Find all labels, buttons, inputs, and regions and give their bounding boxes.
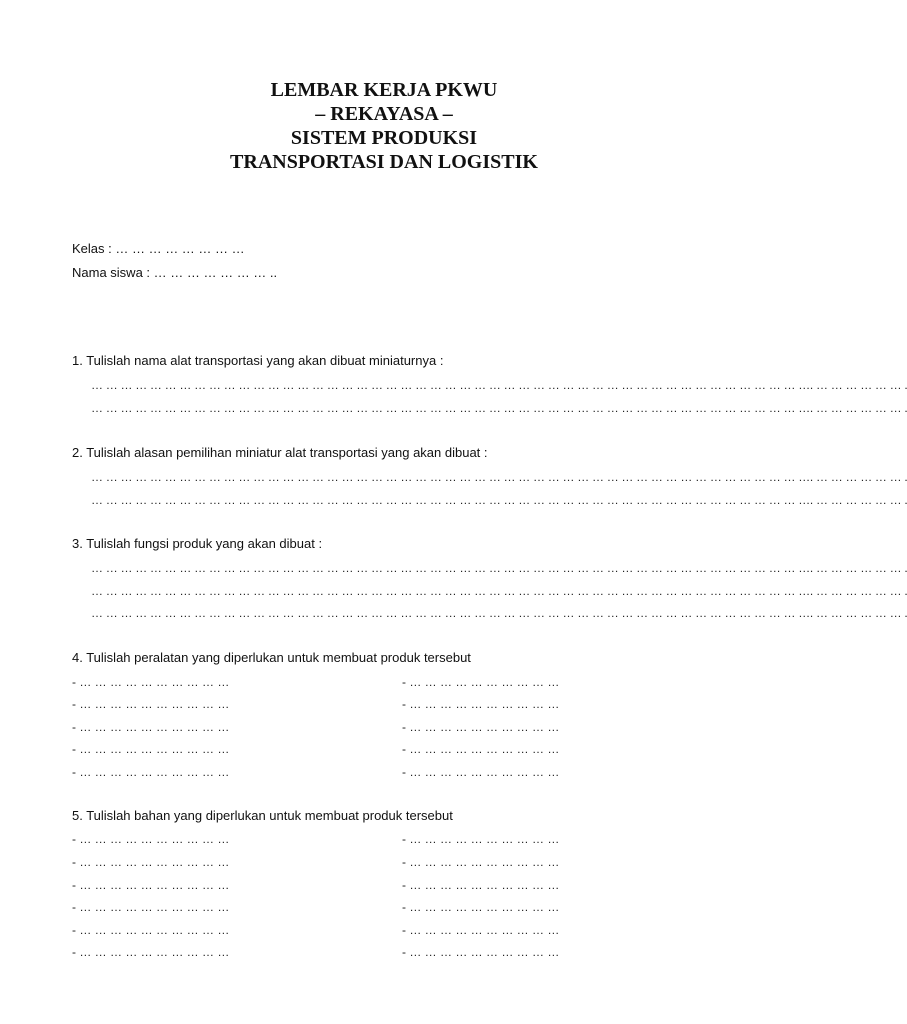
answer-line: … … … … … … … … … … … … … … … … … … … … … … … … … … … … … … … … … … … … … … … … … … … … … … … … …. … … … … … … . — [91, 378, 907, 392]
answer-line: … … … … … … … … … … … … … … … … … … … … … … … … … … … … … … … … … … … … … … … … … … … … … … … … …. … … … … … … . — [91, 561, 907, 575]
list-item: - … … … … … … … … … … — [72, 697, 230, 711]
page-title — [0, 78, 768, 174]
kelas-field: Kelas : … … … … … … … … — [72, 241, 245, 256]
list-item: - … … … … … … … … … … — [72, 720, 230, 734]
list-item: - … … … … … … … … … … — [402, 900, 560, 914]
list-item: - … … … … … … … … … … — [402, 675, 560, 689]
list-item: - … … … … … … … … … … — [402, 855, 560, 869]
question-1: 1. Tulislah nama alat transportasi yang akan dibuat miniaturnya : — [72, 353, 444, 368]
answer-line: … … … … … … … … … … … … … … … … … … … … … … … … … … … … … … … … … … … … … … … … … … … … … … … … …. … … … … … … . — [91, 401, 907, 415]
list-item: - … … … … … … … … … … — [402, 923, 560, 937]
list-item: - … … … … … … … … … … — [402, 720, 560, 734]
nama-siswa-field: Nama siswa : … … … … … … … .. — [72, 265, 278, 280]
question-4: 4. Tulislah peralatan yang diperlukan untuk membuat produk tersebut — [72, 650, 471, 665]
list-item: - … … … … … … … … … … — [402, 945, 560, 959]
answer-line: … … … … … … … … … … … … … … … … … … … … … … … … … … … … … … … … … … … … … … … … … … … … … … … … …. … … … … … … . — [91, 493, 907, 507]
list-item: - … … … … … … … … … … — [72, 855, 230, 869]
list-item: - … … … … … … … … … … — [72, 832, 230, 846]
list-item: - … … … … … … … … … … — [402, 765, 560, 779]
list-item: - … … … … … … … … … … — [72, 945, 230, 959]
list-item: - … … … … … … … … … … — [72, 923, 230, 937]
list-item: - … … … … … … … … … … — [72, 878, 230, 892]
title-line-2: – REKAYASA – — [315, 103, 453, 125]
answer-line: … … … … … … … … … … … … … … … … … … … … … … … … … … … … … … … … … … … … … … … … … … … … … … … … …. … … … … … … . — [91, 606, 907, 620]
list-item: - … … … … … … … … … … — [402, 742, 560, 756]
list-item: - … … … … … … … … … … — [72, 765, 230, 779]
list-item: - … … … … … … … … … … — [72, 675, 230, 689]
answer-line: … … … … … … … … … … … … … … … … … … … … … … … … … … … … … … … … … … … … … … … … … … … … … … … … …. … … … … … … . — [91, 470, 907, 484]
question-2: 2. Tulislah alasan pemilihan miniatur alat transportasi yang akan dibuat : — [72, 445, 488, 460]
title-line-4: TRANSPORTASI DAN LOGISTIK — [230, 151, 538, 173]
question-3: 3. Tulislah fungsi produk yang akan dibuat : — [72, 536, 323, 551]
question-5: 5. Tulislah bahan yang diperlukan untuk membuat produk tersebut — [72, 808, 453, 823]
title-line-3: SISTEM PRODUKSI — [290, 127, 478, 149]
list-item: - … … … … … … … … … … — [72, 900, 230, 914]
title-line-1: LEMBAR KERJA PKWU — [270, 79, 498, 101]
list-item: - … … … … … … … … … … — [402, 697, 560, 711]
list-item: - … … … … … … … … … … — [72, 742, 230, 756]
answer-line: … … … … … … … … … … … … … … … … … … … … … … … … … … … … … … … … … … … … … … … … … … … … … … … … …. … … … … … … . — [91, 584, 907, 598]
list-item: - … … … … … … … … … … — [402, 832, 560, 846]
list-item: - … … … … … … … … … … — [402, 878, 560, 892]
